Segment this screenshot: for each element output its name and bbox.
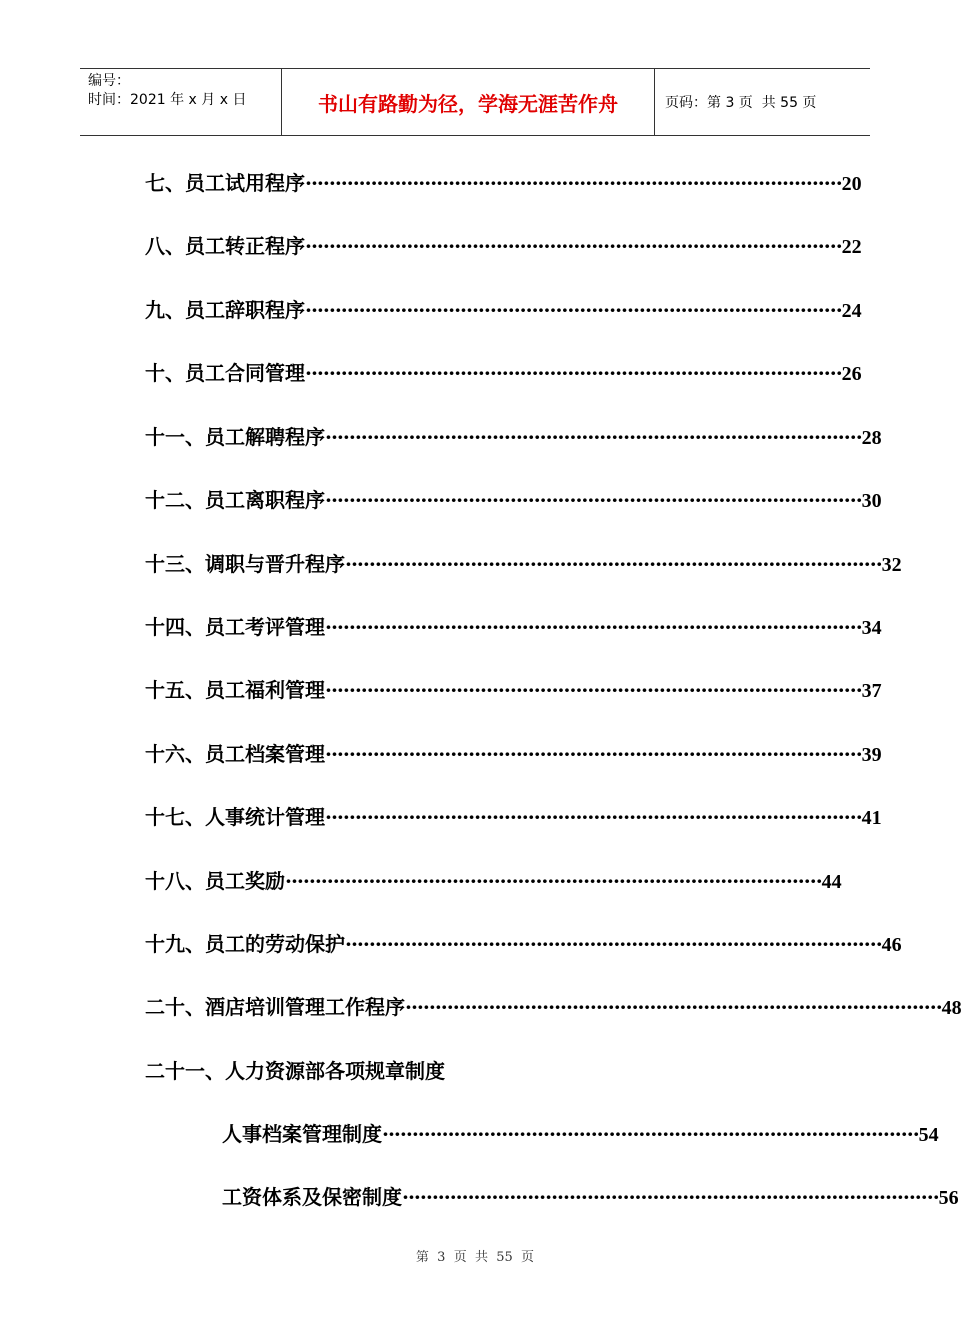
toc-page: 20 bbox=[841, 173, 862, 195]
toc-title: 人事档案管理制度 bbox=[222, 1122, 382, 1146]
toc-number: 十九、 bbox=[145, 932, 205, 956]
toc-title: 员工转正程序 bbox=[185, 234, 305, 258]
toc-page: 32 bbox=[881, 554, 902, 576]
toc-number: 十六、 bbox=[145, 742, 205, 766]
toc-leader: ·························································································· bbox=[345, 932, 882, 956]
toc-title: 员工辞职程序 bbox=[185, 298, 305, 322]
page-footer: 第 3 页 共 55 页 bbox=[415, 1250, 535, 1265]
toc-page: 37 bbox=[861, 680, 882, 702]
toc-title: 员工福利管理 bbox=[205, 678, 325, 702]
toc-leader: ·························································································· bbox=[402, 1185, 939, 1209]
toc-entry[interactable] bbox=[145, 612, 882, 642]
toc-number: 十七、 bbox=[145, 805, 205, 829]
toc-entry[interactable] bbox=[145, 549, 902, 579]
toc-entry[interactable] bbox=[145, 358, 862, 388]
toc-page: 39 bbox=[861, 744, 882, 766]
toc-entry[interactable] bbox=[145, 739, 882, 769]
toc-title: 员工奖励 bbox=[205, 869, 285, 893]
toc-number: 七、 bbox=[145, 171, 185, 195]
toc-leader: ·························································································· bbox=[305, 171, 842, 195]
toc-number: 十二、 bbox=[145, 488, 205, 512]
toc-title: 员工考评管理 bbox=[205, 615, 325, 639]
toc-title: 员工的劳动保护 bbox=[205, 932, 345, 956]
code-label: 编号： bbox=[88, 73, 130, 89]
toc-entry[interactable] bbox=[145, 231, 862, 261]
toc-leader: ·························································································· bbox=[325, 615, 862, 639]
toc-leader: ·························································································· bbox=[305, 234, 842, 258]
toc-page: 22 bbox=[841, 236, 862, 258]
toc-leader: ·························································································· bbox=[345, 552, 882, 576]
toc-page: 46 bbox=[881, 934, 902, 956]
toc-number: 二十一、 bbox=[145, 1059, 225, 1083]
toc-leader: ·························································································· bbox=[382, 1122, 919, 1146]
toc-number: 九、 bbox=[145, 298, 185, 322]
toc-number: 十八、 bbox=[145, 869, 205, 893]
toc-title: 员工解聘程序 bbox=[205, 425, 325, 449]
header-meta bbox=[80, 69, 282, 135]
toc-entry[interactable] bbox=[145, 802, 882, 832]
toc-subentry[interactable] bbox=[222, 1119, 939, 1149]
toc-entry[interactable] bbox=[145, 929, 902, 959]
toc-title: 人事统计管理 bbox=[205, 805, 325, 829]
toc-leader: ·························································································· bbox=[325, 488, 862, 512]
toc-page: 56 bbox=[938, 1187, 959, 1209]
toc-number: 十四、 bbox=[145, 615, 205, 639]
date-label: 时间：2021 年 x 月 x 日 bbox=[88, 92, 247, 108]
toc-number: 十三、 bbox=[145, 552, 205, 576]
toc-leader: ·························································································· bbox=[325, 742, 862, 766]
toc-entry[interactable] bbox=[145, 675, 882, 705]
page-header bbox=[80, 68, 870, 136]
toc-page: 28 bbox=[861, 427, 882, 449]
toc-page: 34 bbox=[861, 617, 882, 639]
header-page-label: 页码：第 3 页 共 55 页 bbox=[665, 95, 817, 111]
toc-entry[interactable] bbox=[145, 866, 842, 896]
toc-entry[interactable] bbox=[145, 295, 862, 325]
toc-leader: ·························································································· bbox=[325, 805, 862, 829]
toc-title: 员工离职程序 bbox=[205, 488, 325, 512]
toc-page: 30 bbox=[861, 490, 882, 512]
toc-leader: ·························································································· bbox=[305, 361, 842, 385]
toc-entry[interactable] bbox=[145, 422, 882, 452]
toc-page: 26 bbox=[841, 363, 862, 385]
toc-title: 工资体系及保密制度 bbox=[222, 1185, 402, 1209]
toc-page: 48 bbox=[941, 997, 962, 1019]
toc-title: 员工合同管理 bbox=[185, 361, 305, 385]
toc-number: 八、 bbox=[145, 234, 185, 258]
toc-title: 调职与晋升程序 bbox=[205, 552, 345, 576]
toc-number: 十、 bbox=[145, 361, 185, 385]
toc-subentry[interactable] bbox=[222, 1182, 959, 1212]
toc-page: 41 bbox=[861, 807, 882, 829]
toc-title: 员工试用程序 bbox=[185, 171, 305, 195]
toc-entry[interactable] bbox=[145, 168, 862, 198]
toc-number: 十五、 bbox=[145, 678, 205, 702]
toc-page: 44 bbox=[821, 871, 842, 893]
header-motto: 书山有路勤为径，学海无涯苦作舟 bbox=[282, 69, 655, 135]
toc-page: 54 bbox=[918, 1124, 939, 1146]
toc-entry[interactable] bbox=[145, 485, 882, 515]
toc-page: 24 bbox=[841, 300, 862, 322]
toc-leader: ·························································································· bbox=[285, 869, 822, 893]
toc-title: 酒店培训管理工作程序 bbox=[205, 995, 405, 1019]
toc-entry[interactable] bbox=[145, 992, 962, 1022]
toc-leader: ·························································································· bbox=[325, 678, 862, 702]
toc-section-heading[interactable] bbox=[145, 1056, 793, 1086]
toc-leader: ·························································································· bbox=[305, 298, 842, 322]
toc-title: 人力资源部各项规章制度 bbox=[225, 1059, 445, 1083]
toc-title: 员工档案管理 bbox=[205, 742, 325, 766]
toc-number: 十一、 bbox=[145, 425, 205, 449]
toc-leader: ·························································································· bbox=[325, 425, 862, 449]
toc-leader: ·························································································· bbox=[405, 995, 942, 1019]
toc-number: 二十、 bbox=[145, 995, 205, 1019]
